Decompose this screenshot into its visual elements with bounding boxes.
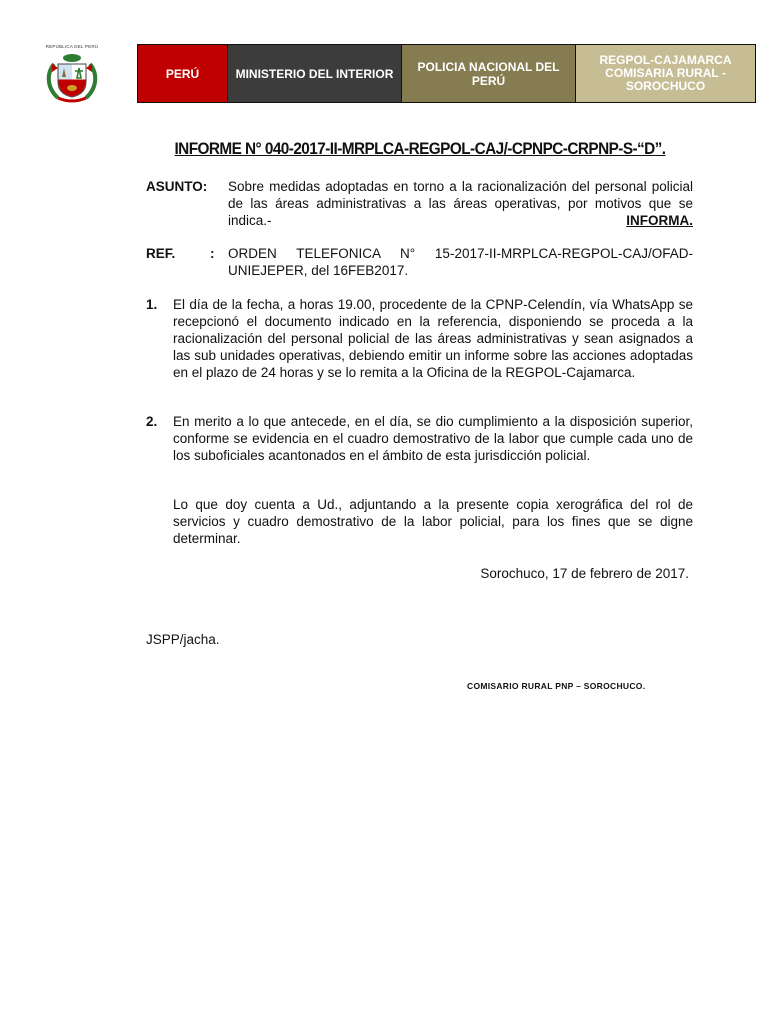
header-cell-ministerio: MINISTERIO DEL INTERIOR — [228, 45, 402, 102]
emblem — [40, 44, 104, 106]
asunto-body: Sobre medidas adoptadas en torno a la racionalización del personal policial de las áreas administrativas a las áreas operativas, por motivos que se indica.- — [228, 179, 693, 228]
header-cell-regpol: REGPOL-CAJAMARCA COMISARIA RURAL - SOROCHUCO — [576, 45, 755, 102]
asunto-text — [228, 178, 693, 229]
paragraph-1-number: 1. — [146, 297, 158, 312]
signature-line: COMISARIO RURAL PNP – SOROCHUCO. — [467, 681, 646, 691]
dateline: Sorochuco, 17 de febrero de 2017. — [480, 566, 689, 581]
paragraph-1-text: El día de la fecha, a horas 19.00, procedente de la CPNP-Celendín, vía WhatsApp se recepcionó el documento indicado en la referencia, disponiendo se proceda a la racionalización del personal policial de las áreas administrativas y sean asignados a las sub unidades operativas, debiendo emitir un informe sobre las acciones adoptadas en el plazo de 24 horas y se lo remita a la Oficina de la REGPOL-Cajamarca. — [173, 297, 693, 380]
ref-label: REF. — [146, 246, 176, 261]
initials: JSPP/jacha. — [146, 632, 220, 647]
header-bar — [137, 44, 756, 103]
asunto-closing: INFORMA. — [626, 213, 693, 228]
ref-text: ORDEN TELEFONICA N° 15-2017-II-MRPLCA-REGPOL-CAJ/OFAD-UNIEJEPER, del 16FEB2017. — [228, 246, 693, 278]
asunto-label: ASUNTO: — [146, 179, 208, 194]
closing-paragraph: Lo que doy cuenta a Ud., adjuntando a la presente copia xerográfica del rol de servicios y cuadro demostrativo de la labor policial, para los fines que se digne determinar. — [173, 497, 693, 546]
paragraph-2-text: En merito a lo que antecede, en el día, se dio cumplimiento a la disposición superior, conforme se evidencia en el cuadro demostrativo de la labor que cumple cada uno de los suboficiales acantonados en el ámbito de esta jurisdicción policial. — [173, 414, 693, 463]
header-cell-peru: PERÚ — [138, 45, 228, 102]
document-title: INFORME N° 040-2017-II-MRPLCA-REGPOL-CAJ/-CPNPC-CRPNP-S-“D”. — [174, 140, 666, 158]
emblem-caption: REPÚBLICA DEL PERÚ — [45, 44, 99, 49]
paragraph-2-number: 2. — [146, 414, 158, 429]
peru-coat-of-arms-icon — [44, 50, 100, 104]
header-cell-policia: POLICIA NACIONAL DEL PERÚ — [402, 45, 576, 102]
ref-colon: : — [210, 246, 215, 261]
